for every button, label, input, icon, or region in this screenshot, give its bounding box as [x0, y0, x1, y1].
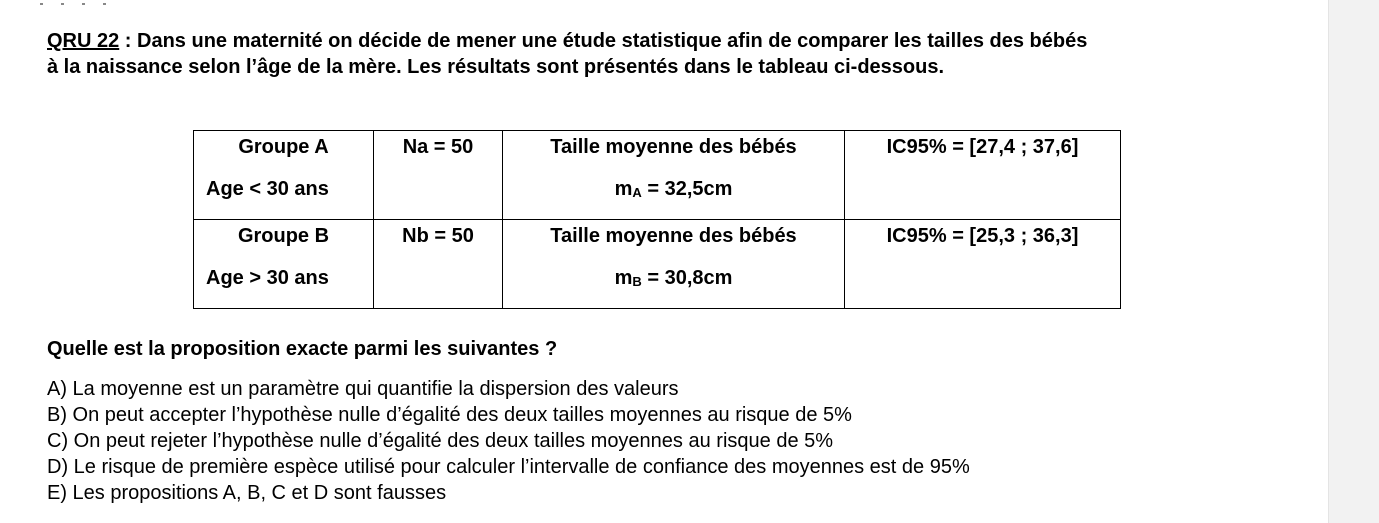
sample-size: Na = 50 [402, 136, 474, 158]
group-name: Groupe A [238, 136, 329, 158]
group-age: Age < 30 ans [206, 178, 329, 200]
mean-value: = 32,5cm [641, 178, 733, 200]
results-table [193, 130, 1121, 309]
question-text-line2: à la naissance selon l’âge de la mère. Les résultats sont présentés dans le tableau ci-dessous. [47, 56, 945, 78]
mean-symbol: m [614, 178, 633, 200]
mean-size-value [503, 248, 844, 292]
mean-value: = 30,8cm [641, 267, 733, 289]
sample-size-cell [374, 131, 503, 220]
group-name: Groupe B [237, 225, 330, 247]
question-label: QRU 22 [47, 30, 120, 52]
sample-size-cell [374, 220, 503, 309]
confidence-interval: IC95% = [27,4 ; 37,6] [886, 136, 1079, 158]
viewer-gutter [1328, 0, 1379, 523]
confidence-interval: IC95% = [25,3 ; 36,3] [886, 225, 1079, 247]
mean-size-cell [503, 220, 845, 309]
option-c: C) On peut rejeter l’hypothèse nulle d’égalité des deux tailles moyennes au risque de 5% [47, 430, 834, 452]
mean-size-label: Taille moyenne des bébés [550, 136, 797, 158]
question-text-line1: : Dans une maternité on décide de mener une étude statistique afin de comparer les tailles des bébés [119, 30, 1088, 52]
option-a: A) La moyenne est un paramètre qui quantifie la dispersion des valeurs [47, 378, 679, 400]
mean-size-label: Taille moyenne des bébés [550, 225, 797, 247]
question-prompt: Quelle est la proposition exacte parmi les suivantes ? [47, 338, 558, 360]
mean-subscript: A [632, 185, 642, 200]
option-e: E) Les propositions A, B, C et D sont fausses [47, 482, 447, 504]
question-header [47, 28, 1307, 80]
confidence-interval-cell [845, 220, 1121, 309]
mean-size-cell [503, 131, 845, 220]
sample-size: Nb = 50 [402, 225, 474, 247]
cropped-previous-text [40, 0, 160, 6]
option-b: B) On peut accepter l’hypothèse nulle d’égalité des deux tailles moyennes au risque de 5% [47, 404, 852, 426]
confidence-interval-cell [845, 131, 1121, 220]
table-row [194, 131, 1121, 220]
option-d: D) Le risque de première espèce utilisé pour calculer l’intervalle de confiance des moyennes est de 95% [47, 456, 970, 478]
group-cell [194, 131, 374, 220]
group-age: Age > 30 ans [206, 267, 329, 289]
mean-symbol: m [614, 267, 633, 289]
answer-options [47, 376, 970, 506]
table-row [194, 220, 1121, 309]
group-cell [194, 220, 374, 309]
mean-size-value [503, 159, 844, 203]
mean-subscript: B [632, 274, 642, 289]
